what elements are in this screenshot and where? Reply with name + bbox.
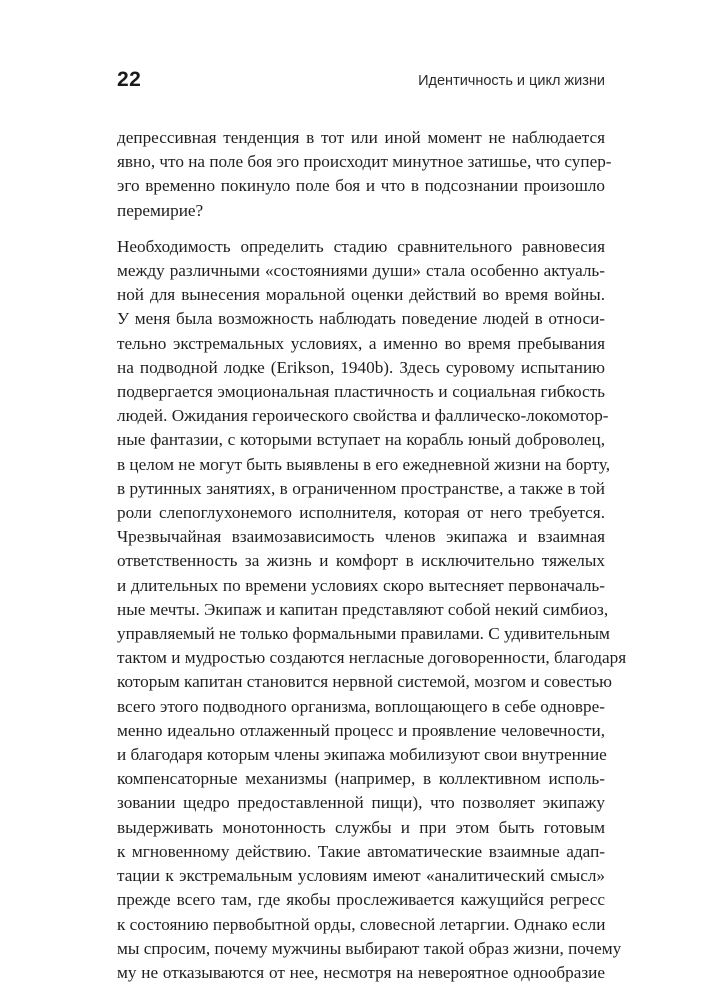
text-line: зовании щедро предоставленной пищи), что позволяет экипажу [117, 793, 605, 813]
page-number: 22 [117, 68, 142, 91]
text-line: в рутинных занятиях, в ограниченном пространстве, а также в той [117, 478, 605, 498]
text-line: и благодаря которым члены экипажа мобилизуют свои внутренние [117, 745, 607, 765]
text-line: эго временно покинуло поле боя и что в подсознании произошло [117, 176, 605, 196]
text-line: менно идеально отлаженный процесс и проявление человечности, [117, 720, 605, 740]
text-line: роли слепоглухонемого исполнителя, которая от него требуется. [117, 503, 605, 523]
text-line: компенсаторные механизмы (например, в коллективном исполь- [117, 769, 605, 789]
paragraph-spacer [117, 223, 605, 235]
text-line: му не отказываются от нее, несмотря на невероятное однообразие [117, 962, 605, 982]
text-line: которым капитан становится нервной системой, мозгом и совестью [117, 672, 613, 692]
text-line: тации к экстремальным условиям имеют «аналитический смысл» [117, 866, 605, 886]
text-line: ответственность за жизнь и комфорт в исключительно тяжелых [117, 551, 605, 571]
text-line: всего этого подводного организма, воплощающего в себе одновре- [117, 696, 605, 716]
text-line: к мгновенному действию. Такие автоматические взаимные адап- [117, 841, 605, 861]
text-line: ной для вынесения моральной оценки действий во время войны. [117, 285, 605, 305]
text-line: тактом и мудростью создаются негласные договоренности, благодаря [117, 648, 627, 668]
text-line: на подводной лодке (Erikson, 1940b). Здесь суровому испытанию [117, 357, 605, 377]
body-text [117, 126, 627, 985]
text-line: к состоянию первобытной орды, словесной летаргии. Однако если [117, 914, 606, 934]
text-line: перемирие? [117, 200, 204, 220]
text-line: тельно экстремальных условиях, а именно во время пребывания [117, 333, 605, 353]
text-line: мы спросим, почему мужчины выбирают такой образ жизни, почему [117, 938, 622, 958]
page-header [117, 68, 605, 98]
text-line: людей. Ожидания героического свойства и фаллическо-локомотор- [117, 406, 609, 426]
paragraph [117, 126, 612, 223]
text-line: Необходимость определить стадию сравнительного равновесия [117, 236, 605, 256]
text-line: управляемый не только формальными правилами. С удивительным [117, 624, 610, 644]
text-line: выдерживать монотонность службы и при этом быть готовым [117, 817, 605, 837]
text-line: ные мечты. Экипаж и капитан представляют собой некий симбиоз, [117, 599, 609, 619]
text-line: У меня была возможность наблюдать поведение людей в относи- [117, 309, 605, 329]
text-line: явно, что на поле боя эго происходит минутное затишье, что супер- [117, 152, 612, 172]
text-line: прежде всего там, где якобы прослеживается кажущийся регресс [117, 890, 605, 910]
text-line: и длительных по времени условиях скоро вытесняет первоначаль- [117, 575, 605, 595]
paragraph [117, 235, 627, 985]
text-line: Чрезвычайная взаимозависимость членов экипажа и взаимная [117, 527, 605, 547]
running-title: Идентичность и цикл жизни [418, 73, 605, 89]
text-line: между различными «состояниями души» стала особенно актуаль- [117, 261, 605, 281]
text-line: депрессивная тенденция в тот или иной момент не наблюдается [117, 128, 605, 147]
text-line: подвергается эмоциональная пластичность и социальная гибкость [117, 382, 605, 402]
text-line: ные фантазии, с которыми вступает на корабль юный доброволец, [117, 430, 605, 450]
text-line: в целом не могут быть выявлены в его ежедневной жизни на борту, [117, 454, 610, 474]
